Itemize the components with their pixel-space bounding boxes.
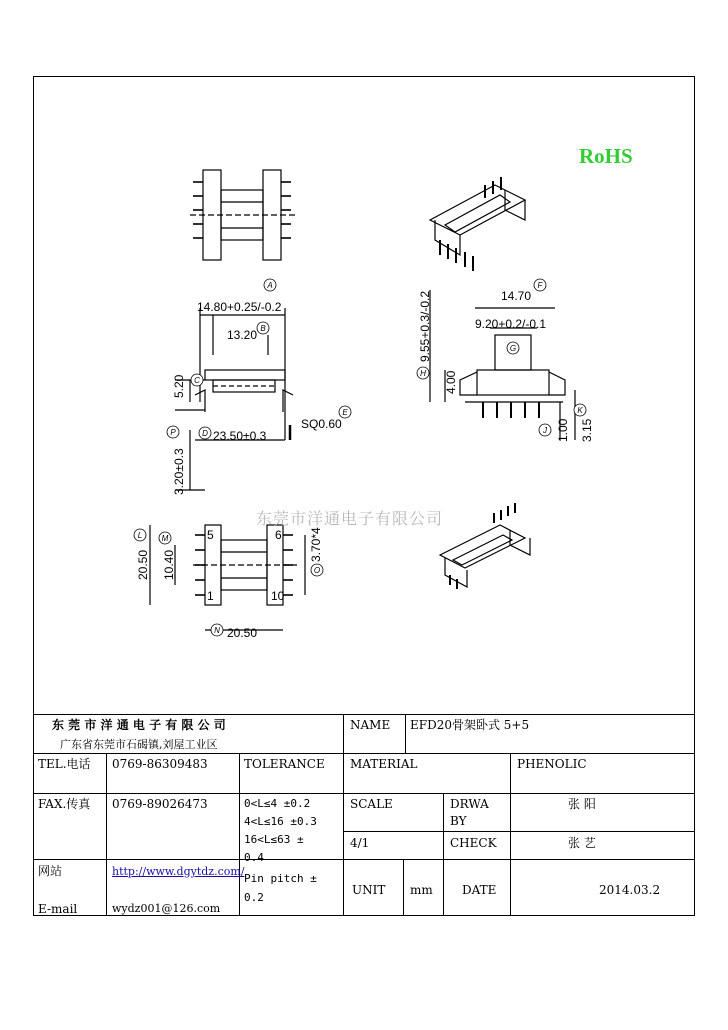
callout-h: H (420, 369, 426, 378)
row-line-4 (33, 859, 695, 860)
tolerance-line-1: 0<L≤4 ±0.2 (244, 797, 311, 810)
fax-label: FAX.传真 (38, 797, 91, 811)
rohs-mark: RoHS (579, 144, 633, 168)
dim-bottom-width: 20.50 (227, 626, 258, 640)
name-label: NAME (350, 718, 391, 732)
tolerance-label: TOLERANCE (244, 757, 325, 771)
dim-base-height: 4.00 (444, 370, 458, 394)
callout-o: O (313, 566, 321, 575)
dim-window: 9.20+0.2/-0.1 (475, 317, 547, 331)
dim-inner-width: 13.20 (227, 328, 258, 342)
tolerance-line-5: Pin pitch ± (244, 872, 317, 885)
tel-label: TEL.电话 (38, 757, 91, 771)
pin-number-6: 6 (275, 528, 282, 542)
email-value: wydz001@126.com (112, 902, 221, 915)
col-line-name-value (405, 714, 406, 753)
col-line-drawn (443, 793, 444, 859)
check-label: CHECK (450, 836, 497, 850)
dim-top-width: 14.80+0.25/-0.2 (197, 300, 282, 314)
pin-number-10: 10 (271, 589, 285, 603)
col-line-tolerance (239, 753, 240, 916)
pin-number-1: 1 (207, 589, 214, 603)
tolerance-line-2: 4<L≤16 ±0.3 (244, 815, 317, 828)
part-name: EFD20骨架卧式 5+5 (410, 718, 530, 732)
top-view (190, 170, 295, 260)
website-label: 网站 (38, 864, 63, 878)
dim-total-height: 9.55+0.3/-0.2 (418, 290, 432, 362)
callout-g: G (509, 344, 517, 353)
callout-l: L (137, 531, 143, 540)
callout-e: E (342, 408, 348, 417)
dim-bottom-length: 20.50 (136, 549, 150, 580)
dim-front-width: 14.70 (501, 289, 532, 303)
row-line-3 (343, 831, 695, 832)
company-name: 东 莞 市 洋 通 电 子 有 限 公 司 (52, 718, 226, 732)
dim-pitch: 3.70*4 (309, 527, 323, 562)
drawn-by-label-line-2: BY (450, 814, 467, 828)
dim-pin-square: SQ0.60 (301, 417, 342, 431)
callout-d: D (202, 429, 208, 438)
date-label: DATE (462, 883, 497, 897)
iso-view-top (430, 177, 525, 271)
drawn-by-value: 张 阳 (568, 797, 596, 811)
drawn-by-label-line-1: DRWA (450, 797, 489, 811)
callout-n: N (214, 626, 220, 635)
dim-pin-out: 3.15 (580, 418, 594, 442)
unit-value: mm (410, 883, 433, 897)
side-view (430, 290, 575, 440)
date-value: 2014.03.2 (599, 883, 661, 897)
dim-overall-width: 23.50±0.3 (213, 429, 267, 443)
col-line-name (343, 714, 344, 916)
website-link[interactable]: http://www.dgytdz.com/ (112, 865, 245, 878)
dim-side-height: 5.20 (172, 374, 186, 398)
email-label: E-mail (38, 902, 78, 916)
callout-j: J (543, 426, 547, 435)
dim-bottom-inner: 10.40 (162, 549, 176, 580)
check-value: 张 艺 (568, 836, 596, 850)
col-line-date (443, 859, 444, 916)
callout-a: A (267, 281, 273, 290)
tel-value: 0769-86309483 (112, 757, 208, 771)
callout-m: M (161, 534, 169, 543)
material-label: MATERIAL (350, 757, 418, 771)
company-watermark: 东莞市洋通电子有限公司 (256, 509, 444, 528)
tolerance-line-3: 16<L≤63 ± (244, 833, 304, 846)
unit-label: UNIT (352, 883, 386, 897)
material-value: PHENOLIC (517, 757, 587, 771)
iso-view-bottom (440, 503, 530, 589)
callout-k: K (577, 406, 583, 415)
dim-pin-offset: 1.00 (556, 418, 570, 442)
scale-label: SCALE (350, 797, 393, 811)
tolerance-line-6: 0.2 (244, 891, 264, 904)
callout-b: B (260, 324, 266, 333)
callout-c: C (194, 376, 200, 385)
technical-drawing (105, 140, 625, 680)
callout-p: P (170, 428, 176, 437)
pin-number-5: 5 (207, 528, 214, 542)
fax-value: 0769-89026473 (112, 797, 208, 811)
col-line-unit (403, 859, 404, 916)
col-line-contact (106, 753, 107, 916)
col-line-material (510, 753, 511, 916)
company-address: 广东省东莞市石碣镇,刘屋工业区 (60, 738, 218, 751)
scale-value: 4/1 (350, 836, 370, 850)
tolerance-line-4: 0.4 (244, 851, 264, 864)
dim-pin-length: 3.20±0.3 (172, 448, 186, 495)
callout-f: F (537, 281, 543, 290)
